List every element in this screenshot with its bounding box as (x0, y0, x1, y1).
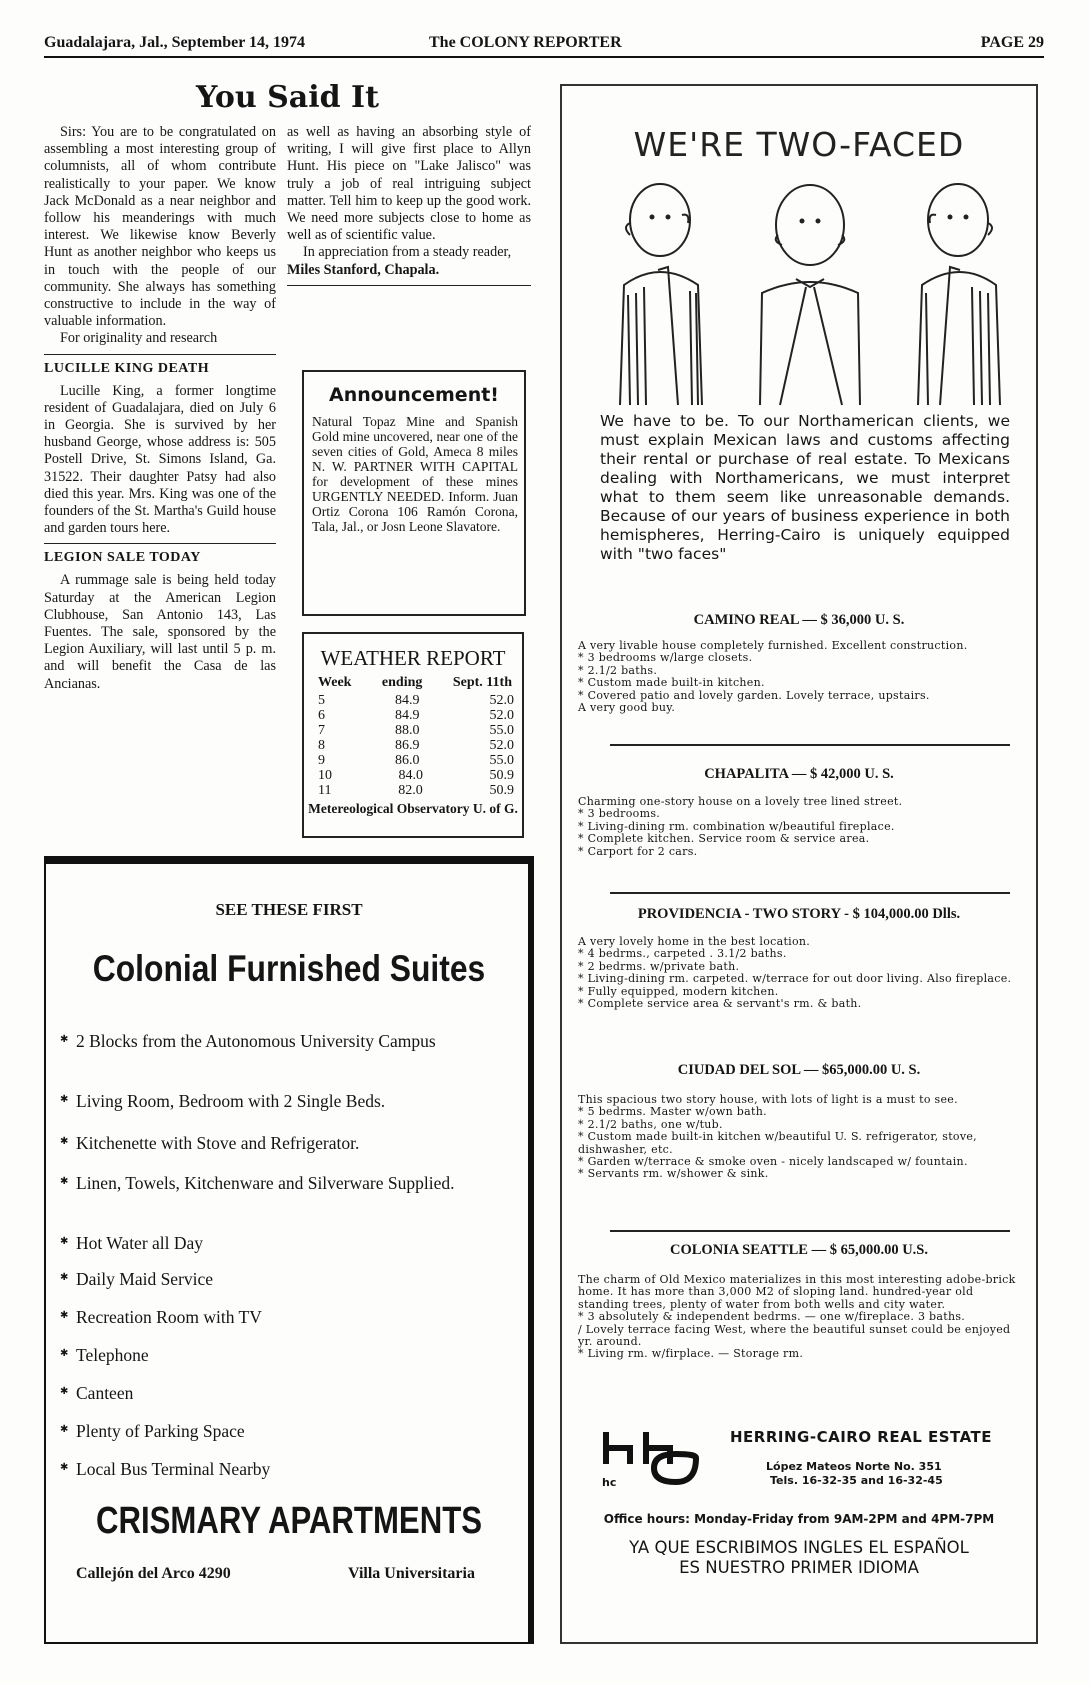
feature-text: 2 Blocks from the Autonomous University Campus (76, 1031, 436, 1051)
paper-name: The COLONY REPORTER (429, 34, 622, 51)
property-line: * 2 bedrms. w/private bath. (578, 959, 740, 973)
property-line: * Complete kitchen. Service room & service area. (578, 832, 870, 846)
weather-low: 55.0 (489, 753, 514, 768)
see-first-heading: SEE THESE FIRST (215, 900, 363, 919)
property-line: A very livable house completely furnished. Excellent construction. (578, 639, 968, 652)
property-line: * Fully equipped, modern kitchen. (578, 984, 779, 998)
property-line: Charming one-story house on a lovely tree lined street. (578, 795, 903, 808)
property-details (578, 796, 1018, 858)
property-line: * 2.1/2 baths, one w/tub. (578, 1117, 723, 1131)
feature-text: Hot Water all Day (76, 1233, 204, 1253)
letter-part-one-last: For originality and research (60, 330, 218, 347)
office-hours: Office hours: Monday-Friday from 9AM-2PM and 4PM-7PM (603, 1512, 995, 1526)
property-details (578, 936, 1018, 1010)
property-details (578, 1274, 1018, 1361)
lucille-heading: LUCILLE KING DEATH (44, 360, 210, 376)
bullet-icon: ✱ (60, 1424, 69, 1435)
weather-low: 55.0 (489, 723, 514, 738)
logo-lettering: hc (602, 1476, 617, 1488)
divider (610, 1230, 1010, 1232)
divider (44, 354, 276, 355)
feature-item (60, 1307, 516, 1327)
property-details (578, 640, 1018, 714)
weather-day: 10 (318, 768, 332, 783)
property-line: * Living-dining rm. combination w/beautiful fireplace. (578, 819, 895, 833)
property-line: A very lovely home in the best location. (578, 935, 811, 948)
weather-high: 82.0 (398, 783, 423, 798)
property-line: * 3 absolutely & independent bedrms. — one w/fireplace. 3 baths. (578, 1310, 966, 1324)
feature-item (60, 1031, 516, 1051)
weather-row (304, 753, 522, 768)
feature-text: Daily Maid Service (76, 1269, 214, 1289)
weather-high: 84.9 (395, 708, 420, 723)
weather-high: 86.9 (395, 738, 420, 753)
property-line: * Custom made built-in kitchen. (578, 676, 765, 690)
lucille-text: Lucille King, a former longtime resident of Guadalajara, died on July 6 in Georgia. She is survived by her husband George, whose address is: 505 Postell Drive, St. Simons Island, Ga. 31522. Their daughter Patsy had also died this year. Mrs. King was one of the founders of the St. Martha's Guild house and garden tours here. (44, 382, 276, 537)
weather-report-box (302, 632, 524, 838)
property-line: * Servants rm. w/shower & sink. (578, 1167, 769, 1181)
property-line: * 4 bedrms., carpeted . 3.1/2 baths. (578, 947, 787, 961)
weather-low: 52.0 (489, 708, 514, 723)
masthead (44, 30, 1044, 56)
company-address: López Mateos Norte No. 351 (766, 1460, 942, 1473)
man-center-figure (760, 185, 860, 405)
weather-high: 86.0 (395, 753, 420, 768)
you-said-it-title: You Said It (196, 80, 379, 115)
property-title: PROVIDENCIA - TWO STORY - $ 104,000.00 Dlls. (637, 906, 961, 922)
herring-intro-text: We have to be. To our Northamerican clients, we must explain Mexican laws and customs affecting their rental or purchase of real estate. To Mexicans dealing with Northamericans, we must interpret what to them seem like unreasonable demands. Because of our years of business experience in both hemispheres, Herring-Cairo is uniquely equipped with "two faces" (600, 412, 1010, 563)
property-line: * 5 bedrms. Master w/own bath. (578, 1105, 767, 1119)
feature-item (60, 1459, 516, 1479)
weather-low: 52.0 (489, 693, 514, 708)
bullet-icon: ✱ (60, 1136, 69, 1147)
weather-day: 9 (318, 753, 325, 768)
weather-title: WEATHER REPORT (320, 646, 506, 670)
crismary-area: Villa Universitaria (348, 1565, 475, 1582)
weather-col-date: Sept. 11th (452, 675, 512, 690)
bullet-icon: ✱ (60, 1272, 69, 1283)
weather-low: 50.9 (489, 768, 514, 783)
property-title: CHAPALITA — $ 42,000 U. S. (704, 766, 894, 782)
feature-item (60, 1383, 516, 1403)
letter-part-one: Sirs: You are to be congratulated on assembling a most interesting group of columnists, all of whom contribute realistically to your paper. We know Jack McDonald as a near neighbor and follow his meanderings with much interest. We likewise know Beverly Hunt as another neighbor who keeps us in touch with the people of our community. She always has something constructive to include in the way of valuable information. (44, 124, 276, 330)
dateline: Guadalajara, Jal., September 14, 1974 (44, 34, 306, 51)
weather-day: 7 (318, 723, 325, 738)
herring-cairo-logo (600, 1424, 704, 1488)
weather-col-week: Week (318, 675, 352, 690)
divider (610, 892, 1010, 894)
spanish-slogan (560, 1538, 1038, 1578)
property-line: * Carport for 2 cars. (578, 844, 698, 858)
feature-item (60, 1345, 516, 1365)
weather-high: 84.9 (395, 693, 420, 708)
property-line: / Lovely terrace facing West, where the beautiful sunset could be enjoyed yr. around. (578, 1322, 1011, 1349)
property-line: * 3 bedrooms w/large closets. (578, 651, 753, 665)
feature-text: Recreation Room with TV (76, 1307, 262, 1327)
slogan-line-two: ES NUESTRO PRIMER IDIOMA (679, 1558, 919, 1577)
bullet-icon: ✱ (60, 1348, 69, 1359)
letter-close: In appreciation from a steady reader, (303, 244, 512, 261)
legion-text: A rummage sale is being held today Saturday at the American Legion Clubhouse, San Antonio 143, Las Fuentes. The sale, sponsored by the Legion Auxiliary, will last until 5 p. m. and will benefit the Casa de las Ancianas. (44, 572, 276, 692)
weather-low: 52.0 (489, 738, 514, 753)
property-line: * Living rm. w/firplace. — Storage rm. (578, 1347, 804, 1361)
legion-heading: LEGION SALE TODAY (44, 550, 201, 566)
weather-row (304, 783, 522, 798)
property-title: CIUDAD DEL SOL — $65,000.00 U. S. (677, 1062, 921, 1078)
weather-day: 5 (318, 693, 325, 708)
divider (610, 744, 1010, 746)
weather-header (304, 671, 522, 693)
weather-high: 84.0 (398, 768, 423, 783)
weather-source: Metereological Observatory U. of G. (308, 801, 518, 816)
page-number: PAGE 29 (980, 34, 1044, 51)
property-details (578, 1094, 1018, 1181)
property-line: * Complete service area & servant's rm. & bath. (578, 997, 862, 1011)
property-line: * Covered patio and lovely garden. Lovely terrace, upstairs. (578, 688, 930, 702)
bullet-icon: ✱ (60, 1176, 69, 1187)
feature-text: Local Bus Terminal Nearby (76, 1459, 271, 1479)
colonial-headline: Colonial Furnished Suites (92, 948, 486, 989)
weather-low: 50.9 (489, 783, 514, 798)
property-title: CAMINO REAL — $ 36,000 U. S. (693, 612, 905, 628)
announcement-box (302, 370, 526, 616)
company-phones: Tels. 16-32-35 and 16-32-45 (770, 1474, 943, 1487)
weather-high: 88.0 (395, 723, 420, 738)
weather-row (304, 738, 522, 753)
bullet-icon: ✱ (60, 1386, 69, 1397)
divider (44, 543, 276, 544)
feature-item (60, 1091, 516, 1111)
letter-part-two: as well as having an absorbing style of writing, I will give first place to Allyn Hunt. His piece on "Lake Jalisco" was truly a job of real intriguing subject matter. Tell him to keep up the good work. We need more subjects close to home as well as of scientific value. (287, 124, 531, 244)
two-faced-title: WE'RE TWO-FACED (633, 125, 965, 164)
property-line: * Custom made built-in kitchen w/beautiful U. S. refrigerator, stove, dishwasher, etc. (578, 1130, 977, 1156)
property-line: A very good buy. (578, 701, 676, 715)
bullet-icon: ✱ (60, 1310, 69, 1321)
property-line: * Living-dining rm. carpeted. w/terrace for out door living. Also fireplace. (578, 972, 1012, 986)
bullet-icon: ✱ (60, 1236, 69, 1247)
weather-day: 8 (318, 738, 325, 753)
announcement-text: Natural Topaz Mine and Spanish Gold mine uncovered, near one of the seven cities of Gold, Ameca 8 miles N. W. PARTNER WITH CAPITAL for development of these mines URGENTLY NEEDED. Inform. Juan Ortiz Corona 106 Ramón Corona, Tala, Jal., or Josn Leone Slavatore. (312, 414, 518, 534)
masthead-rule (44, 56, 1044, 58)
property-line: * 3 bedrooms. (578, 807, 661, 821)
weather-row (304, 693, 522, 708)
crismary-address: Callejón del Arco 4290 (76, 1565, 231, 1582)
weather-day: 6 (318, 708, 325, 723)
company-name: HERRING-CAIRO REAL ESTATE (730, 1428, 993, 1446)
bullet-icon: ✱ (60, 1034, 69, 1045)
property-line: * 2.1/2 baths. (578, 663, 658, 677)
feature-item (60, 1173, 516, 1193)
three-men-illustration (610, 175, 1010, 415)
weather-day: 11 (318, 783, 332, 798)
crismary-name: CRISMARY APARTMENTS (95, 1500, 483, 1542)
feature-item (60, 1133, 516, 1153)
property-line: This spacious two story house, with lots of light is a must to see. (578, 1093, 958, 1106)
feature-text: Plenty of Parking Space (76, 1421, 245, 1441)
letter-signature: Miles Stanford, Chapala. (287, 261, 440, 278)
weather-row (304, 768, 522, 783)
feature-text: Living Room, Bedroom with 2 Single Beds. (76, 1091, 386, 1111)
announcement-title: Announcement! (329, 384, 499, 406)
bullet-icon: ✱ (60, 1462, 69, 1473)
bullet-icon: ✱ (60, 1094, 69, 1105)
weather-row (304, 708, 522, 723)
feature-item (60, 1269, 516, 1289)
property-line: * Garden w/terrace & smoke oven - nicely landscaped w/ fountain. (578, 1155, 968, 1169)
feature-item (60, 1421, 516, 1441)
column-two (287, 124, 531, 292)
property-title: COLONIA SEATTLE — $ 65,000.00 U.S. (670, 1242, 928, 1258)
feature-text: Telephone (76, 1345, 149, 1365)
divider (287, 285, 531, 286)
feature-text: Canteen (76, 1383, 134, 1403)
feature-item (60, 1233, 516, 1253)
slogan-line-one: YA QUE ESCRIBIMOS INGLES EL ESPAÑOL (629, 1538, 969, 1557)
weather-col-ending: ending (381, 675, 423, 690)
column-one (44, 124, 276, 693)
property-line: The charm of Old Mexico materializes in this most interesting adobe-brick home. It has more than 3,000 M2 of sloping land. hundred-year old standing trees, plenty of water from both wells and city water. (578, 1273, 1016, 1311)
weather-row (304, 723, 522, 738)
man-right-figure (918, 184, 1000, 405)
feature-text: Kitchenette with Stove and Refrigerator. (76, 1133, 360, 1153)
man-left-figure (620, 184, 702, 405)
feature-text: Linen, Towels, Kitchenware and Silverware Supplied. (76, 1173, 455, 1193)
